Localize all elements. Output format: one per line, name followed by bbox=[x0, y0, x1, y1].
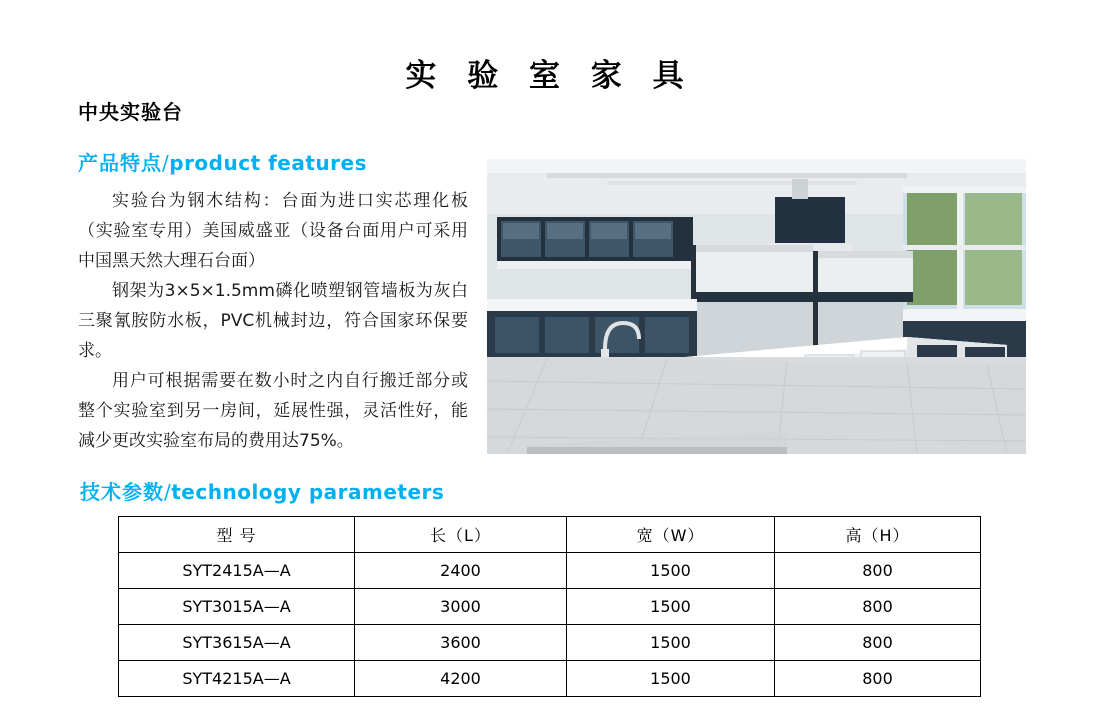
tech-heading-en: technology parameters bbox=[171, 480, 445, 504]
table-row bbox=[119, 589, 981, 625]
cell-model: SYT3615A—A bbox=[119, 625, 355, 661]
cell-length: 3600 bbox=[355, 625, 567, 661]
table-header-row bbox=[119, 517, 981, 553]
cell-width: 1500 bbox=[567, 661, 775, 697]
cell-height: 800 bbox=[775, 625, 981, 661]
column-header-length: 长（L） bbox=[355, 517, 567, 553]
cell-height: 800 bbox=[775, 553, 981, 589]
features-paragraph-2: 钢架为3×5×1.5mm磷化喷塑钢管墙板为灰白三聚氰胺防水板，PVC机械封边，符合国家环保要求。 bbox=[78, 281, 468, 361]
tech-params-heading bbox=[80, 476, 444, 505]
features-heading-separator: / bbox=[162, 151, 170, 175]
tech-heading-cn: 技术参数 bbox=[80, 480, 164, 504]
cell-width: 1500 bbox=[567, 589, 775, 625]
page-title: 实 验 室 家 具 bbox=[405, 58, 694, 94]
table-row bbox=[119, 625, 981, 661]
spec-table-wrapper bbox=[118, 516, 980, 697]
cell-length: 2400 bbox=[355, 553, 567, 589]
features-heading bbox=[78, 147, 468, 176]
left-column bbox=[78, 96, 468, 456]
column-header-height: 高（H） bbox=[775, 517, 981, 553]
cell-model: SYT3015A—A bbox=[119, 589, 355, 625]
product-subtitle: 中央实验台 bbox=[78, 100, 183, 124]
tech-heading-separator: / bbox=[164, 480, 172, 504]
features-body bbox=[78, 186, 468, 456]
cell-height: 800 bbox=[775, 589, 981, 625]
table-row bbox=[119, 553, 981, 589]
cell-length: 4200 bbox=[355, 661, 567, 697]
features-paragraph-3: 用户可根据需要在数小时之内自行搬迁部分或整个实验室到另一房间，延展性强，灵活性好，能减少更改实验室布局的费用达75%。 bbox=[78, 371, 468, 451]
cell-model: SYT4215A—A bbox=[119, 661, 355, 697]
cell-height: 800 bbox=[775, 661, 981, 697]
laboratory-bench-photo bbox=[487, 159, 1026, 454]
column-header-model: 型 号 bbox=[119, 517, 355, 553]
features-paragraph-1: 实验台为钢木结构：台面为进口实芯理化板（实验室专用）美国威盛亚（设备台面用户可采用中国黑天然大理石台面） bbox=[78, 191, 468, 271]
column-header-width: 宽（W） bbox=[567, 517, 775, 553]
cell-length: 3000 bbox=[355, 589, 567, 625]
table-row bbox=[119, 661, 981, 697]
features-heading-en: product features bbox=[169, 151, 367, 175]
cell-model: SYT2415A—A bbox=[119, 553, 355, 589]
spec-table bbox=[118, 516, 981, 697]
features-heading-cn: 产品特点 bbox=[78, 151, 162, 175]
cell-width: 1500 bbox=[567, 553, 775, 589]
cell-width: 1500 bbox=[567, 625, 775, 661]
